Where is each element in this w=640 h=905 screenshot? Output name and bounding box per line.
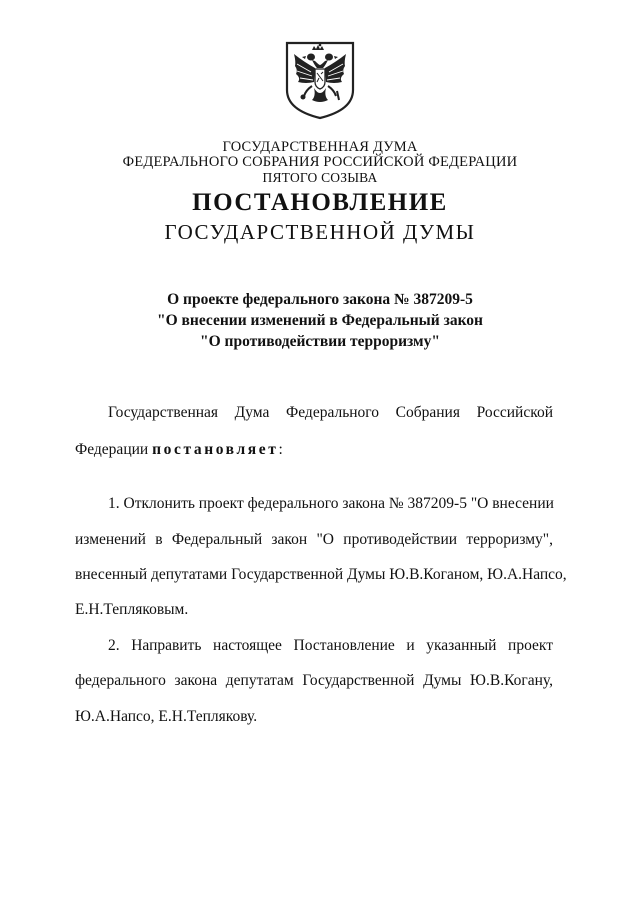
subject-line-2: "О внесении изменений в Федеральный закон bbox=[157, 312, 483, 329]
preamble-line-2 bbox=[75, 440, 553, 460]
document-issuer: ГОСУДАРСТВЕННОЙ ДУМЫ bbox=[164, 220, 476, 244]
item-1-line-1: 1. Отклонить проект федерального закона № 387209-5 "О внесении bbox=[108, 495, 554, 512]
item-2-line-2: федерального закона депутатам Государственной Думы Ю.В.Когану, bbox=[75, 672, 553, 689]
subject-line-1: О проекте федерального закона № 387209-5 bbox=[167, 291, 473, 308]
header-line-convocation: ПЯТОГО СОЗЫВА bbox=[262, 170, 378, 185]
header-line-federal-assembly: ФЕДЕРАЛЬНОГО СОБРАНИЯ РОССИЙСКОЙ ФЕДЕРАЦИИ bbox=[122, 154, 518, 170]
subject-line-3: "О противодействии терроризму" bbox=[200, 333, 440, 350]
double-headed-eagle-icon bbox=[284, 40, 356, 120]
item-2-line-1: 2. Направить настоящее Постановление и указанный проект bbox=[108, 637, 553, 654]
preamble-end: : bbox=[278, 441, 283, 458]
item-1-line-4: Е.Н.Тепляковым. bbox=[75, 601, 189, 618]
coat-of-arms-emblem bbox=[284, 40, 356, 120]
document-type-title: ПОСТАНОВЛЕНИЕ bbox=[192, 189, 448, 216]
preamble-start: Федерации bbox=[75, 441, 153, 458]
preamble-line-1: Государственная Дума Федерального Собрания Российской bbox=[108, 404, 553, 421]
item-1-line-2: изменений в Федеральный закон "О противодействии терроризму", bbox=[75, 531, 553, 548]
item-2-line-3: Ю.А.Напсо, Е.Н.Теплякову. bbox=[75, 708, 258, 725]
decree-word: постановляет bbox=[152, 441, 279, 458]
item-1-line-3: внесенный депутатами Государственной Думы Ю.В.Коганом, Ю.А.Напсо, bbox=[75, 566, 567, 583]
header-line-duma: ГОСУДАРСТВЕННАЯ ДУМА bbox=[222, 139, 418, 155]
